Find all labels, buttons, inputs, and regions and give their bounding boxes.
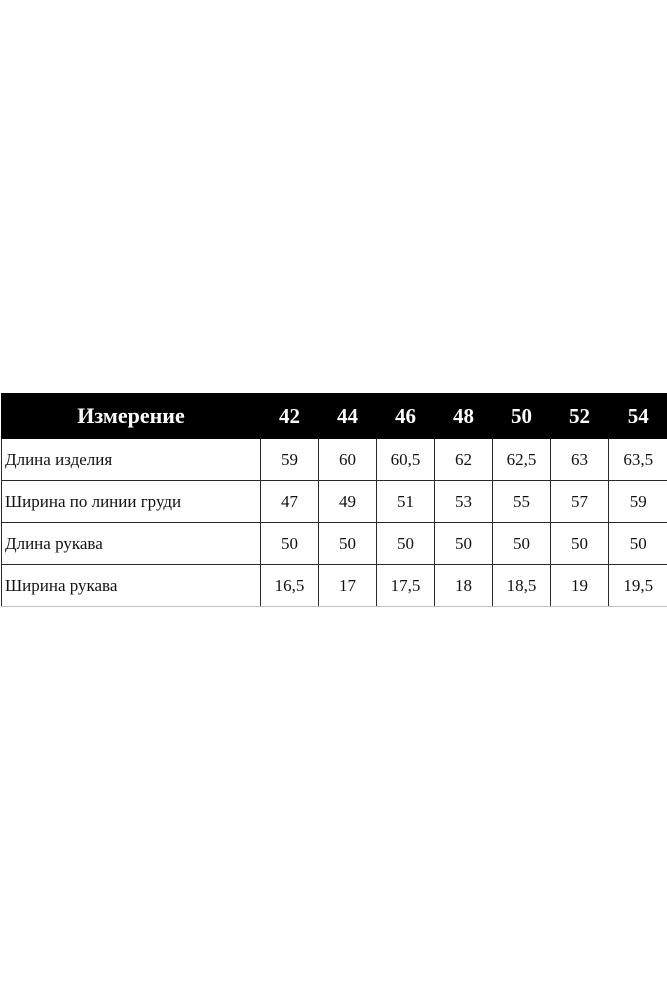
header-cell-size: 52 xyxy=(551,394,609,439)
table-cell: 53 xyxy=(435,481,493,523)
row-label: Длина изделия xyxy=(2,439,261,481)
table-cell: 17,5 xyxy=(377,565,435,607)
table-cell: 63,5 xyxy=(609,439,667,481)
table-row xyxy=(2,565,667,607)
table-cell: 50 xyxy=(493,523,551,565)
table-cell: 49 xyxy=(319,481,377,523)
table-row xyxy=(2,523,667,565)
table-cell: 60,5 xyxy=(377,439,435,481)
table-cell: 18,5 xyxy=(493,565,551,607)
table-cell: 59 xyxy=(609,481,667,523)
header-cell-size: 54 xyxy=(609,394,667,439)
table-cell: 16,5 xyxy=(261,565,319,607)
table-cell: 59 xyxy=(261,439,319,481)
table-cell: 50 xyxy=(261,523,319,565)
table-cell: 51 xyxy=(377,481,435,523)
table-cell: 50 xyxy=(551,523,609,565)
table-row xyxy=(2,439,667,481)
row-label: Ширина по линии груди xyxy=(2,481,261,523)
row-label: Длина рукава xyxy=(2,523,261,565)
table-cell: 60 xyxy=(319,439,377,481)
header-cell-size: 46 xyxy=(377,394,435,439)
header-cell-size: 42 xyxy=(261,394,319,439)
row-label: Ширина рукава xyxy=(2,565,261,607)
table-cell: 17 xyxy=(319,565,377,607)
table-cell: 50 xyxy=(319,523,377,565)
table-row xyxy=(2,481,667,523)
table-cell: 50 xyxy=(435,523,493,565)
header-cell-size: 44 xyxy=(319,394,377,439)
table-cell: 62 xyxy=(435,439,493,481)
size-chart-table xyxy=(1,393,667,607)
header-row xyxy=(2,394,667,439)
table-cell: 50 xyxy=(377,523,435,565)
table-cell: 47 xyxy=(261,481,319,523)
header-cell-size: 48 xyxy=(435,394,493,439)
table-cell: 55 xyxy=(493,481,551,523)
table-cell: 18 xyxy=(435,565,493,607)
table-cell: 50 xyxy=(609,523,667,565)
table-cell: 19 xyxy=(551,565,609,607)
header-cell-measurement: Измерение xyxy=(2,394,261,439)
table-cell: 19,5 xyxy=(609,565,667,607)
table-cell: 63 xyxy=(551,439,609,481)
table-cell: 62,5 xyxy=(493,439,551,481)
header-cell-size: 50 xyxy=(493,394,551,439)
table-cell: 57 xyxy=(551,481,609,523)
